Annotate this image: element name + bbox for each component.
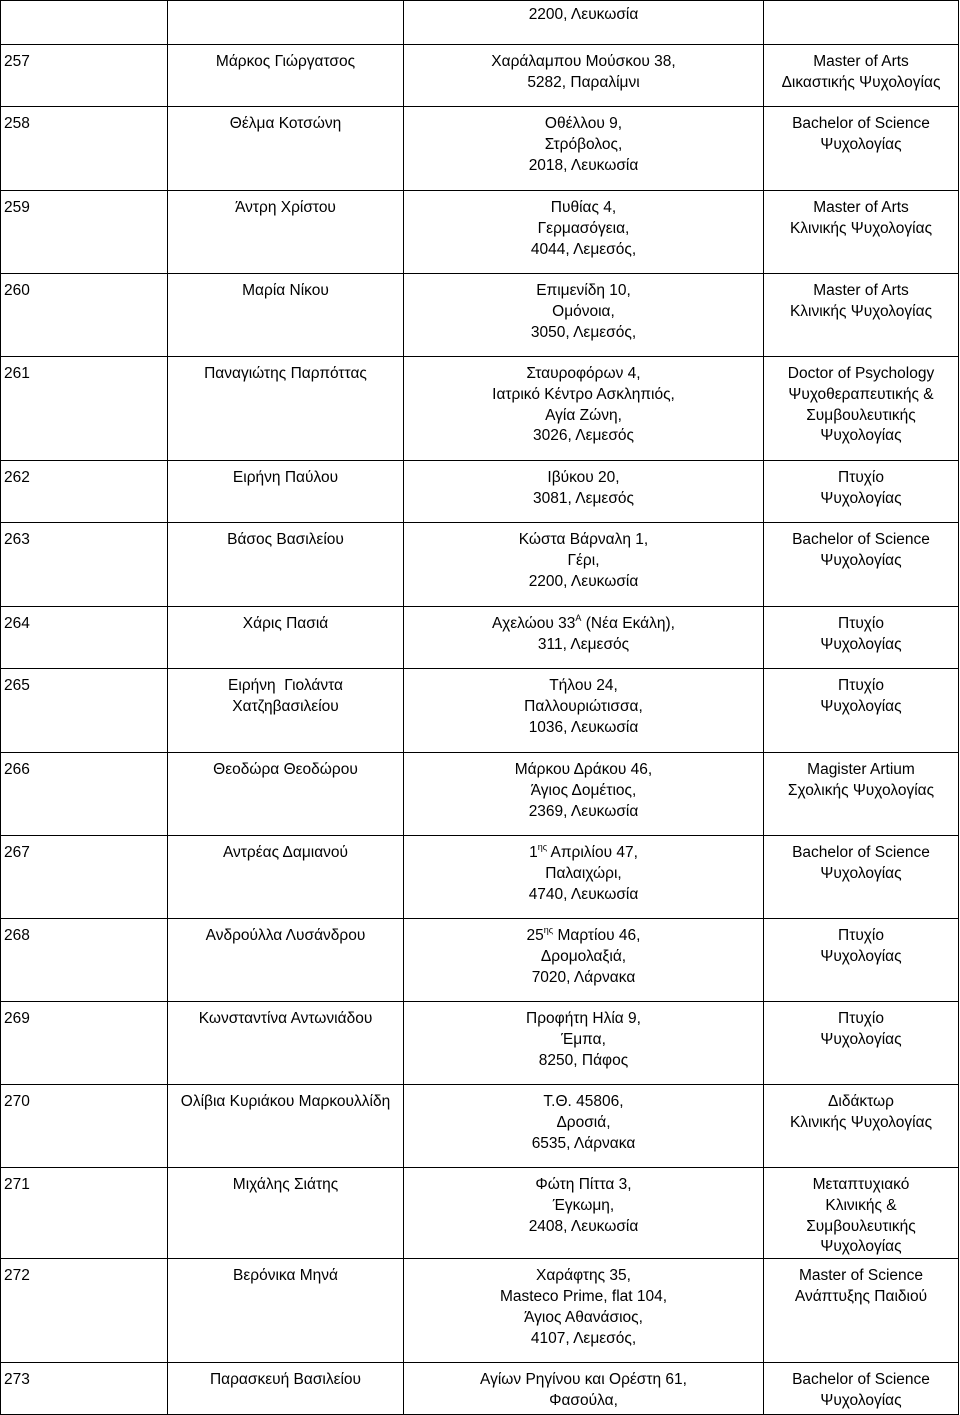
address-line: Κώστα Βάρναλη 1, — [518, 531, 649, 548]
qualification-line: Κλινικής Ψυχολογίας — [789, 302, 933, 320]
address-line: Τ.Θ. 45806, — [543, 1093, 624, 1110]
qualification-cell — [764, 523, 959, 607]
address-line: Οθέλλου 9, — [544, 115, 623, 132]
table-row — [1, 1259, 959, 1363]
address-cell — [404, 836, 764, 919]
name-cell — [168, 274, 404, 357]
qualification-cell — [764, 753, 959, 836]
qualification-line: Master of Science — [798, 1267, 924, 1285]
address-cell — [404, 191, 764, 274]
name-line: Βερόνικα Μηνά — [233, 1267, 338, 1285]
qualification-line: Ψυχολογίας — [820, 1391, 902, 1409]
address-line: 3081, Λεμεσός — [533, 489, 634, 507]
qualification-line: Ψυχολογίας — [820, 635, 902, 653]
name-line: Θέλμα Κοτσώνη — [229, 115, 342, 132]
name-line: Βάσος Βασιλείου — [227, 531, 344, 548]
address-line: Δροσιά, — [556, 1113, 611, 1131]
address-line: Στρόβολος, — [544, 135, 623, 153]
address-line: 311, Λεμεσός — [537, 635, 630, 653]
name-cell — [168, 523, 404, 607]
address-line: 3050, Λεμεσός, — [530, 323, 637, 341]
qualification-line: Πτυχίο — [838, 469, 884, 486]
address-line: Χαράφτης 35, — [536, 1267, 631, 1285]
qualification-line: Bachelor of Science — [792, 1371, 930, 1389]
name-line: Κωνσταντίνα Αντωνιάδου — [198, 1010, 373, 1027]
number-cell: 264 — [1, 607, 168, 669]
qualification-line: Ψυχολογίας — [820, 947, 902, 965]
table-row — [1, 191, 959, 274]
table-row — [1, 753, 959, 836]
address-line: Δρομολαξιά, — [540, 947, 627, 965]
address-line: Masteco Prime, flat 104, — [499, 1287, 668, 1305]
address-line: Φασούλα, — [549, 1391, 618, 1409]
name-line: Θεοδώρα Θεοδώρου — [213, 761, 358, 778]
address-line: Άγιος Δομέτιος, — [530, 781, 637, 799]
address-cell — [404, 919, 764, 1002]
address-line: Ομόνοια, — [552, 302, 615, 320]
table-row — [1, 1002, 959, 1085]
address-cell — [404, 274, 764, 357]
name-cell — [168, 1085, 404, 1168]
qualification-line: Διδάκτωρ — [828, 1093, 894, 1110]
name-cell — [168, 1, 404, 45]
address-cell — [404, 753, 764, 836]
qualification-cell — [764, 1, 959, 45]
name-cell — [168, 607, 404, 669]
address-line-with-superscript — [407, 926, 760, 947]
qualification-cell — [764, 607, 959, 669]
number-cell: 271 — [1, 1168, 168, 1259]
address-text: Μαρτίου 46, — [553, 927, 641, 944]
name-line: Μαρία Νίκου — [242, 282, 329, 299]
table-row — [1, 919, 959, 1002]
address-line: 2200, Λευκωσία — [528, 572, 639, 590]
table-row — [1, 357, 959, 461]
address-text: 1 — [529, 844, 538, 861]
table-row — [1, 836, 959, 919]
qualification-cell — [764, 274, 959, 357]
name-cell — [168, 1168, 404, 1259]
qualification-line: Ψυχολογίας — [820, 864, 902, 882]
address-line: 2408, Λευκωσία — [528, 1217, 639, 1235]
qualification-line: Master of Arts — [813, 199, 909, 216]
number-cell: 266 — [1, 753, 168, 836]
table-row — [1, 45, 959, 107]
name-cell — [168, 191, 404, 274]
name-cell — [168, 1002, 404, 1085]
name-line: Παναγιώτης Παρπόττας — [204, 365, 367, 382]
qualification-line: Magister Artium — [807, 761, 915, 778]
address-cell — [404, 1, 764, 45]
qualification-line: Ανάπτυξης Παιδιού — [794, 1287, 928, 1305]
qualification-line: Ψυχολογίας — [820, 135, 902, 153]
qualification-cell — [764, 107, 959, 191]
name-line: Χατζηβασιλείου — [232, 697, 339, 715]
qualification-line: Ψυχολογίας — [820, 551, 902, 569]
qualification-line: Δικαστικής Ψυχολογίας — [781, 73, 941, 91]
table-row — [1, 107, 959, 191]
address-text: Απριλίου 47, — [547, 844, 638, 861]
address-text: (Νέα Εκάλη), — [581, 615, 675, 632]
name-line: Παρασκευή Βασιλείου — [209, 1371, 362, 1389]
qualification-line: Πτυχίο — [838, 677, 884, 694]
name-cell — [168, 753, 404, 836]
name-cell — [168, 836, 404, 919]
qualification-line: Master of Arts — [813, 282, 909, 299]
address-line: 4107, Λεμεσός, — [530, 1329, 637, 1347]
address-text: Αχελώου 33 — [492, 615, 576, 632]
table-row — [1, 1168, 959, 1259]
address-line: 6535, Λάρνακα — [531, 1134, 636, 1152]
qualification-line: Bachelor of Science — [792, 844, 930, 861]
number-cell: 259 — [1, 191, 168, 274]
qualification-line: Bachelor of Science — [792, 531, 930, 548]
name-line: Ανδρούλλα Λυσάνδρου — [205, 927, 366, 944]
name-line: Αντρέας Δαμιανού — [222, 844, 349, 861]
number-cell: 261 — [1, 357, 168, 461]
name-line: Μάρκος Γιώργατσος — [215, 53, 356, 70]
address-line: 8250, Πάφος — [538, 1051, 629, 1069]
table-row — [1, 461, 959, 523]
qualification-line: Πτυχίο — [838, 927, 884, 944]
qualification-cell — [764, 669, 959, 753]
address-superscript: ης — [543, 924, 554, 935]
address-line: 3026, Λεμεσός — [533, 427, 634, 445]
qualification-cell — [764, 191, 959, 274]
number-cell: 273 — [1, 1363, 168, 1415]
qualification-cell — [764, 919, 959, 1002]
number-cell: 268 — [1, 919, 168, 1002]
address-cell — [404, 1002, 764, 1085]
qualification-cell — [764, 45, 959, 107]
qualification-cell — [764, 461, 959, 523]
name-cell — [168, 1259, 404, 1363]
address-line-with-superscript — [407, 614, 760, 635]
address-line: 4044, Λεμεσός, — [530, 240, 637, 258]
qualification-cell — [764, 1085, 959, 1168]
qualification-line: Ψυχολογίας — [820, 697, 902, 715]
qualification-cell — [764, 357, 959, 461]
name-cell — [168, 669, 404, 753]
address-superscript: Α — [575, 612, 582, 623]
qualification-cell — [764, 1168, 959, 1259]
address-line: Σταυροφόρων 4, — [526, 365, 641, 382]
name-cell — [168, 919, 404, 1002]
address-superscript: ης — [537, 841, 548, 852]
address-cell — [404, 607, 764, 669]
table-row — [1, 1085, 959, 1168]
address-line: Χαράλαμπου Μούσκου 38, — [491, 53, 676, 70]
qualification-line: Ψυχολογίας — [820, 427, 902, 445]
address-line: Επιμενίδη 10, — [536, 282, 631, 299]
table-row-continuation — [1, 1, 959, 45]
address-cell — [404, 1259, 764, 1363]
name-line: Μιχάλης Σιάτης — [232, 1176, 339, 1193]
name-cell — [168, 461, 404, 523]
number-cell: 260 — [1, 274, 168, 357]
name-cell — [168, 357, 404, 461]
address-line: Πυθίας 4, — [550, 199, 617, 216]
qualification-line: Μεταπτυχιακό — [812, 1176, 910, 1193]
address-line: 1036, Λευκωσία — [528, 718, 639, 736]
table-row — [1, 1363, 959, 1415]
qualification-cell — [764, 1259, 959, 1363]
address-cell — [404, 1168, 764, 1259]
number-cell: 262 — [1, 461, 168, 523]
qualification-cell — [764, 1363, 959, 1415]
address-line: 2369, Λευκωσία — [528, 802, 639, 820]
table-row — [1, 669, 959, 753]
name-line: Ειρήνη Παύλου — [232, 469, 339, 486]
address-cell — [404, 45, 764, 107]
qualification-line: Κλινικής & — [825, 1196, 897, 1214]
address-line: Αγίων Ρηγίνου και Ορέστη 61, — [480, 1371, 687, 1389]
address-line: 2200, Λευκωσία — [528, 6, 639, 23]
number-cell: 272 — [1, 1259, 168, 1363]
address-text: 25 — [526, 927, 544, 944]
address-line: Παλαιχώρι, — [545, 864, 622, 882]
qualification-line: Σχολικής Ψυχολογίας — [787, 781, 935, 799]
address-cell — [404, 461, 764, 523]
qualification-line: Πτυχίο — [838, 615, 884, 632]
address-line: 5282, Παραλίμνι — [527, 73, 640, 91]
name-cell — [168, 45, 404, 107]
address-line: Ιατρικό Κέντρο Ασκληπιός, — [492, 385, 675, 403]
number-cell: 258 — [1, 107, 168, 191]
number-cell: 263 — [1, 523, 168, 607]
address-line: Προφήτη Ηλία 9, — [526, 1010, 641, 1027]
address-line-with-superscript — [407, 843, 760, 864]
number-cell: 267 — [1, 836, 168, 919]
qualification-line: Κλινικής Ψυχολογίας — [789, 1113, 933, 1131]
address-cell — [404, 523, 764, 607]
table-row — [1, 523, 959, 607]
qualification-line: Doctor of Psychology — [787, 365, 935, 382]
address-cell — [404, 1363, 764, 1415]
qualification-line: Ψυχολογίας — [820, 1238, 902, 1256]
address-line: Έγκωμη, — [552, 1196, 615, 1214]
qualification-line: Ψυχοθεραπευτικής & — [788, 385, 934, 403]
qualification-line: Bachelor of Science — [792, 115, 930, 132]
name-cell — [168, 1363, 404, 1415]
number-cell: 270 — [1, 1085, 168, 1168]
qualification-cell — [764, 1002, 959, 1085]
qualification-line: Ψυχολογίας — [820, 1030, 902, 1048]
qualification-line: Πτυχίο — [838, 1010, 884, 1027]
qualification-line: Κλινικής Ψυχολογίας — [789, 219, 933, 237]
address-line: Φώτη Πίττα 3, — [535, 1176, 632, 1193]
address-line: Άγιος Αθανάσιος, — [524, 1308, 643, 1326]
table-row — [1, 274, 959, 357]
address-line: Ιβύκου 20, — [547, 469, 620, 486]
address-line: Παλλουριώτισσα, — [524, 697, 643, 715]
name-cell — [168, 107, 404, 191]
qualification-line: Master of Arts — [813, 53, 909, 70]
address-cell — [404, 1085, 764, 1168]
qualification-line: Συμβουλευτικής — [806, 1217, 916, 1235]
number-cell: 269 — [1, 1002, 168, 1085]
number-cell: 257 — [1, 45, 168, 107]
address-line: 7020, Λάρνακα — [531, 968, 636, 986]
address-cell — [404, 669, 764, 753]
address-line: 4740, Λευκωσία — [528, 885, 639, 903]
name-line: Χάρις Πασιά — [242, 615, 329, 632]
address-line: Γέρι, — [567, 551, 600, 569]
address-line: Τήλου 24, — [549, 677, 618, 694]
address-line: Έμπα, — [561, 1030, 606, 1048]
qualification-cell — [764, 836, 959, 919]
address-line: Αγία Ζώνη, — [545, 406, 622, 424]
name-line: Ολίβια Κυριάκου Μαρκουλλίδη — [180, 1093, 391, 1110]
address-line: Μάρκου Δράκου 46, — [514, 761, 653, 778]
address-cell — [404, 357, 764, 461]
name-line: Άντρη Χρίστου — [235, 199, 336, 216]
qualification-line: Ψυχολογίας — [820, 489, 902, 507]
address-cell — [404, 107, 764, 191]
number-cell: 265 — [1, 669, 168, 753]
address-line: 2018, Λευκωσία — [528, 156, 639, 174]
table-row — [1, 607, 959, 669]
name-line: Ειρήνη Γιολάντα — [228, 677, 343, 694]
qualification-line: Συμβουλευτικής — [806, 406, 916, 424]
address-line: Γερμασόγεια, — [537, 219, 630, 237]
number-cell — [1, 1, 168, 45]
